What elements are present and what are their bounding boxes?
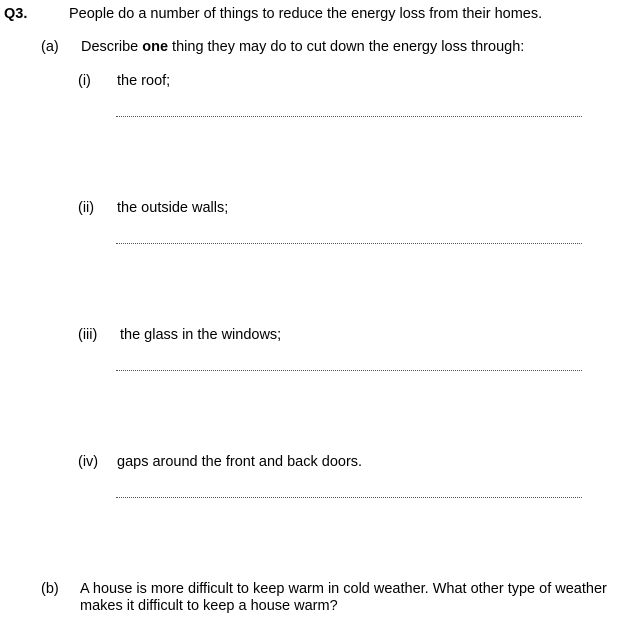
part-a-label: (a) bbox=[41, 39, 59, 55]
item-label-iv: (iv) bbox=[78, 454, 99, 470]
answer-line-i[interactable] bbox=[116, 116, 582, 117]
item-label-ii: (ii) bbox=[78, 200, 95, 216]
part-b-text-line2: makes it difficult to keep a house warm? bbox=[80, 598, 338, 614]
answer-line-ii[interactable] bbox=[116, 243, 582, 244]
item-text-ii: the outside walls; bbox=[117, 200, 229, 216]
answer-line-iv[interactable] bbox=[116, 497, 582, 498]
item-text-iv: gaps around the front and back doors. bbox=[117, 454, 363, 470]
part-b-text-line1: A house is more difficult to keep warm in cold weather. What other type of weather bbox=[80, 581, 607, 597]
part-a-prompt-end: thing they may do to cut down the energy loss through: bbox=[168, 39, 525, 55]
part-b-label: (b) bbox=[41, 581, 59, 597]
question-number: Q3. bbox=[4, 6, 28, 22]
item-label-iii: (iii) bbox=[78, 327, 98, 343]
item-text-iii: the glass in the windows; bbox=[120, 327, 282, 343]
question-intro: People do a number of things to reduce the energy loss from their homes. bbox=[69, 6, 543, 22]
answer-line-iii[interactable] bbox=[116, 370, 582, 371]
item-label-i: (i) bbox=[78, 73, 91, 89]
item-text-i: the roof; bbox=[117, 73, 171, 89]
part-a-prompt bbox=[81, 38, 524, 56]
part-a-prompt-emphasis: one bbox=[142, 39, 169, 55]
part-a-prompt-start: Describe bbox=[81, 39, 143, 55]
